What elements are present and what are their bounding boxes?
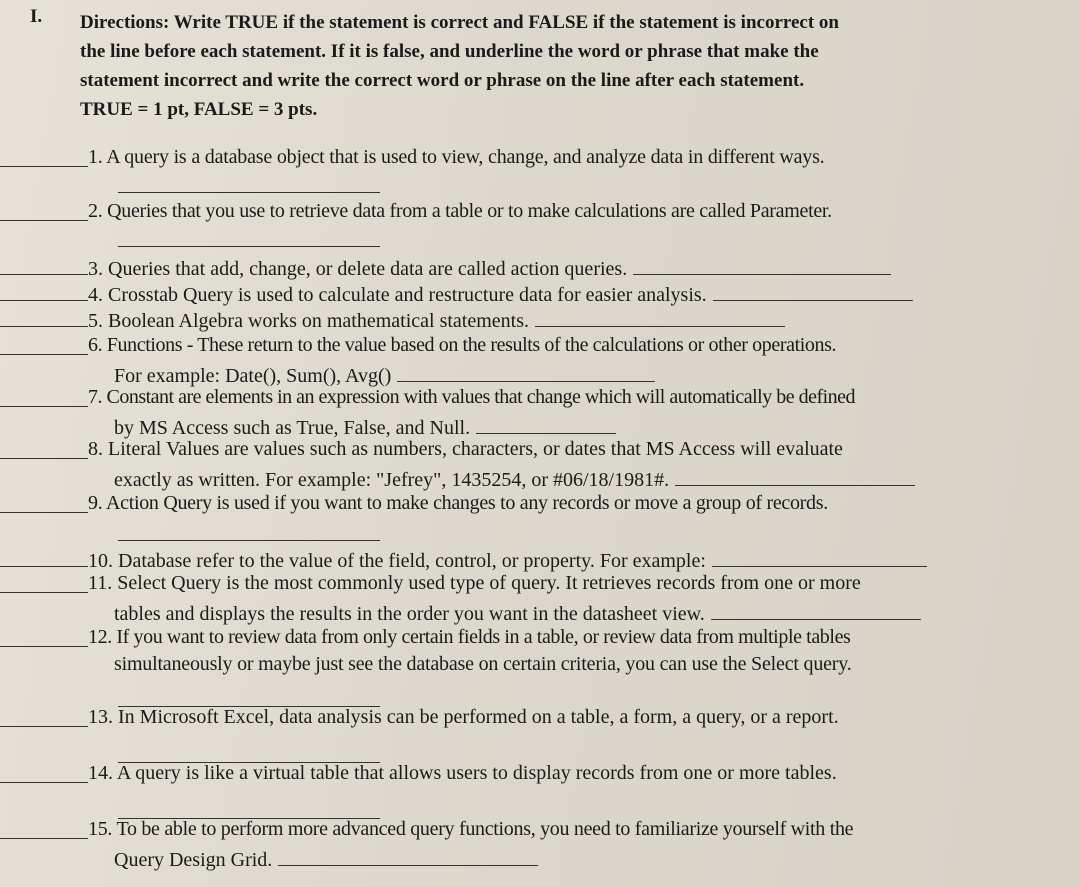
- directions-line: Directions: Write TRUE if the statement is correct and FALSE if the statement is incorrect on: [80, 12, 839, 33]
- answer-blank[interactable]: [0, 726, 88, 727]
- question-text: 15. To be able to perform more advanced query functions, you need to familiarize yourself with the: [88, 818, 854, 840]
- question-text: 10. Database refer to the value of the field, control, or property. For example:: [88, 550, 706, 572]
- question-text: 5. Boolean Algebra works on mathematical statements.: [88, 310, 529, 332]
- question-text: Query Design Grid.: [114, 849, 273, 871]
- answer-blank[interactable]: [0, 782, 88, 783]
- correction-blank[interactable]: [711, 599, 921, 620]
- question-text: 11. Select Query is the most commonly used type of query. It retrieves records from one or more: [88, 572, 861, 594]
- section-number: I.: [30, 6, 43, 27]
- question-12: [0, 626, 1080, 680]
- question-8: [0, 438, 1080, 492]
- answer-blank[interactable]: [0, 354, 88, 355]
- correction-blank[interactable]: [118, 246, 380, 247]
- correction-blank[interactable]: [278, 845, 538, 866]
- correction-blank[interactable]: [713, 280, 913, 301]
- question-text: by MS Access such as True, False, and Null.: [114, 417, 471, 439]
- question-6: [0, 334, 1080, 388]
- question-text: 7. Constant are elements in an expression with values that change which will automatically be defined: [88, 386, 856, 408]
- correction-blank[interactable]: [712, 546, 927, 567]
- correction-blank[interactable]: [397, 361, 655, 382]
- answer-blank[interactable]: [0, 458, 88, 459]
- correction-blank[interactable]: [118, 192, 380, 193]
- question-text: 13. In Microsoft Excel, data analysis can be performed on a table, a form, a query, or a report.: [88, 706, 839, 728]
- question-text: tables and displays the results in the order you want in the datasheet view.: [114, 603, 705, 625]
- question-15: [0, 818, 1080, 872]
- question-text: 14. A query is like a virtual table that allows users to display records from one or more tables.: [88, 762, 837, 784]
- question-text: 6. Functions - These return to the value based on the results of the calculations or other operations.: [88, 334, 837, 356]
- answer-blank[interactable]: [0, 300, 88, 301]
- answer-blank[interactable]: [0, 166, 88, 167]
- question-10: [0, 546, 1080, 573]
- answer-blank[interactable]: [0, 326, 88, 327]
- question-text: 8. Literal Values are values such as numbers, characters, or dates that MS Access will evaluate: [88, 438, 843, 460]
- question-text: exactly as written. For example: "Jefrey", 1435254, or #06/18/1981#.: [114, 469, 670, 491]
- directions-line: TRUE = 1 pt, FALSE = 3 pts.: [80, 99, 318, 120]
- answer-blank[interactable]: [0, 220, 88, 221]
- question-2: [0, 200, 1080, 227]
- answer-blank[interactable]: [0, 566, 88, 567]
- question-9: [0, 492, 1080, 519]
- question-5: [0, 306, 1080, 333]
- directions: [80, 8, 1040, 124]
- correction-blank[interactable]: [118, 540, 380, 541]
- correction-blank[interactable]: [633, 254, 891, 275]
- answer-blank[interactable]: [0, 274, 88, 275]
- question-13: [0, 706, 1080, 733]
- directions-line: the line before each statement. If it is false, and underline the word or phrase that make the: [80, 41, 819, 62]
- question-text: 9. Action Query is used if you want to make changes to any records or move a group of records.: [88, 492, 828, 514]
- answer-blank[interactable]: [0, 512, 88, 513]
- question-text: 4. Crosstab Query is used to calculate and restructure data for easier analysis.: [88, 284, 707, 306]
- answer-blank[interactable]: [0, 838, 88, 839]
- question-14: [0, 762, 1080, 789]
- correction-blank[interactable]: [675, 465, 915, 486]
- question-7: [0, 386, 1080, 440]
- question-11: [0, 572, 1080, 626]
- answer-blank[interactable]: [0, 406, 88, 407]
- answer-blank[interactable]: [0, 592, 88, 593]
- answer-blank[interactable]: [0, 646, 88, 647]
- question-1: [0, 146, 1080, 173]
- question-text: 2. Queries that you use to retrieve data from a table or to make calculations are called Parameter.: [88, 200, 832, 222]
- question-text: 1. A query is a database object that is used to view, change, and analyze data in different ways.: [88, 146, 825, 168]
- question-3: [0, 254, 1080, 281]
- question-text: For example: Date(), Sum(), Avg(): [114, 365, 392, 387]
- correction-blank[interactable]: [476, 413, 616, 434]
- question-text: simultaneously or maybe just see the database on certain criteria, you can use the Select query.: [114, 653, 852, 675]
- correction-blank[interactable]: [535, 306, 785, 327]
- question-4: [0, 280, 1080, 307]
- directions-line: statement incorrect and write the correct word or phrase on the line after each statement.: [80, 70, 805, 91]
- question-text: 12. If you want to review data from only certain fields in a table, or review data from multiple tables: [88, 626, 851, 648]
- question-text: 3. Queries that add, change, or delete data are called action queries.: [88, 258, 628, 280]
